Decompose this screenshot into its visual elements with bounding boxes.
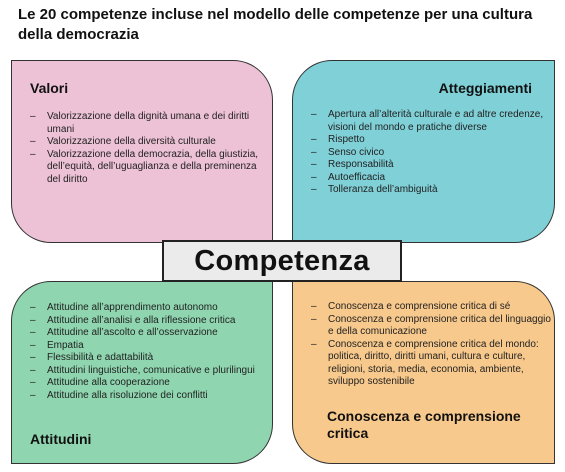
quadrant-title-conoscenza: Conoscenza e comprensione critica	[327, 408, 521, 441]
list-conoscenza	[311, 301, 551, 389]
list-item: – Senso civico	[311, 147, 546, 160]
list-item: – Autoefficacia	[311, 172, 546, 185]
list-item: – Attitudine all’analisi e alla riflessione critica	[30, 315, 270, 328]
list-item: – Attitudini linguistiche, comunicative e plurilingui	[30, 365, 270, 378]
quadrant-conoscenza	[292, 281, 555, 464]
list-item: – Attitudine all’ascolto e all’osservazione	[30, 327, 270, 340]
list-item: – Conoscenza e comprensione critica di sé	[311, 301, 551, 314]
list-item: – Flessibilità e adattabilità	[30, 352, 270, 365]
list-item: – Tolleranza dell’ambiguità	[311, 184, 546, 197]
list-item: – Conoscenza e comprensione critica del mondo: politica, diritto, diritti umani, cultura e culture, religioni, storia, media, economia, ambiente, sviluppo sostenibile	[311, 339, 551, 389]
list-item: – Attitudine alla risoluzione dei conflitti	[30, 390, 270, 403]
list-item: – Apertura all’alterità culturale e ad altre credenze, visioni del mondo e pratiche diverse	[311, 109, 546, 134]
list-item: – Valorizzazione della democrazia, della giustizia, dell’equità, dell’uguaglianza e della preminenza del diritto	[30, 149, 270, 187]
center-label-competenza: Competenza	[162, 240, 402, 282]
quadrant-title-attitudini: Attitudini	[30, 431, 92, 447]
quadrant-title-atteggiamenti: Atteggiamenti	[438, 80, 532, 96]
quadrant-attitudini	[11, 281, 273, 464]
diagram-title: Le 20 competenze incluse nel modello delle competenze per una cultura della democrazia	[18, 6, 533, 43]
quadrant-valori	[11, 60, 273, 243]
quadrant-atteggiamenti	[292, 60, 555, 243]
list-item: – Rispetto	[311, 134, 546, 147]
list-item: – Conoscenza e comprensione critica del linguaggio e della comunicazione	[311, 314, 551, 339]
list-item: – Attitudine all’apprendimento autonomo	[30, 302, 270, 315]
list-atteggiamenti	[311, 109, 546, 197]
list-item: – Responsabilità	[311, 159, 546, 172]
list-valori	[30, 111, 270, 186]
list-item: – Valorizzazione della diversità culturale	[30, 136, 270, 149]
list-attitudini	[30, 302, 270, 402]
list-item: – Attitudine alla cooperazione	[30, 377, 270, 390]
quadrant-title-valori: Valori	[30, 80, 69, 96]
list-item: – Valorizzazione della dignità umana e dei diritti umani	[30, 111, 270, 136]
list-item: – Empatia	[30, 340, 270, 353]
